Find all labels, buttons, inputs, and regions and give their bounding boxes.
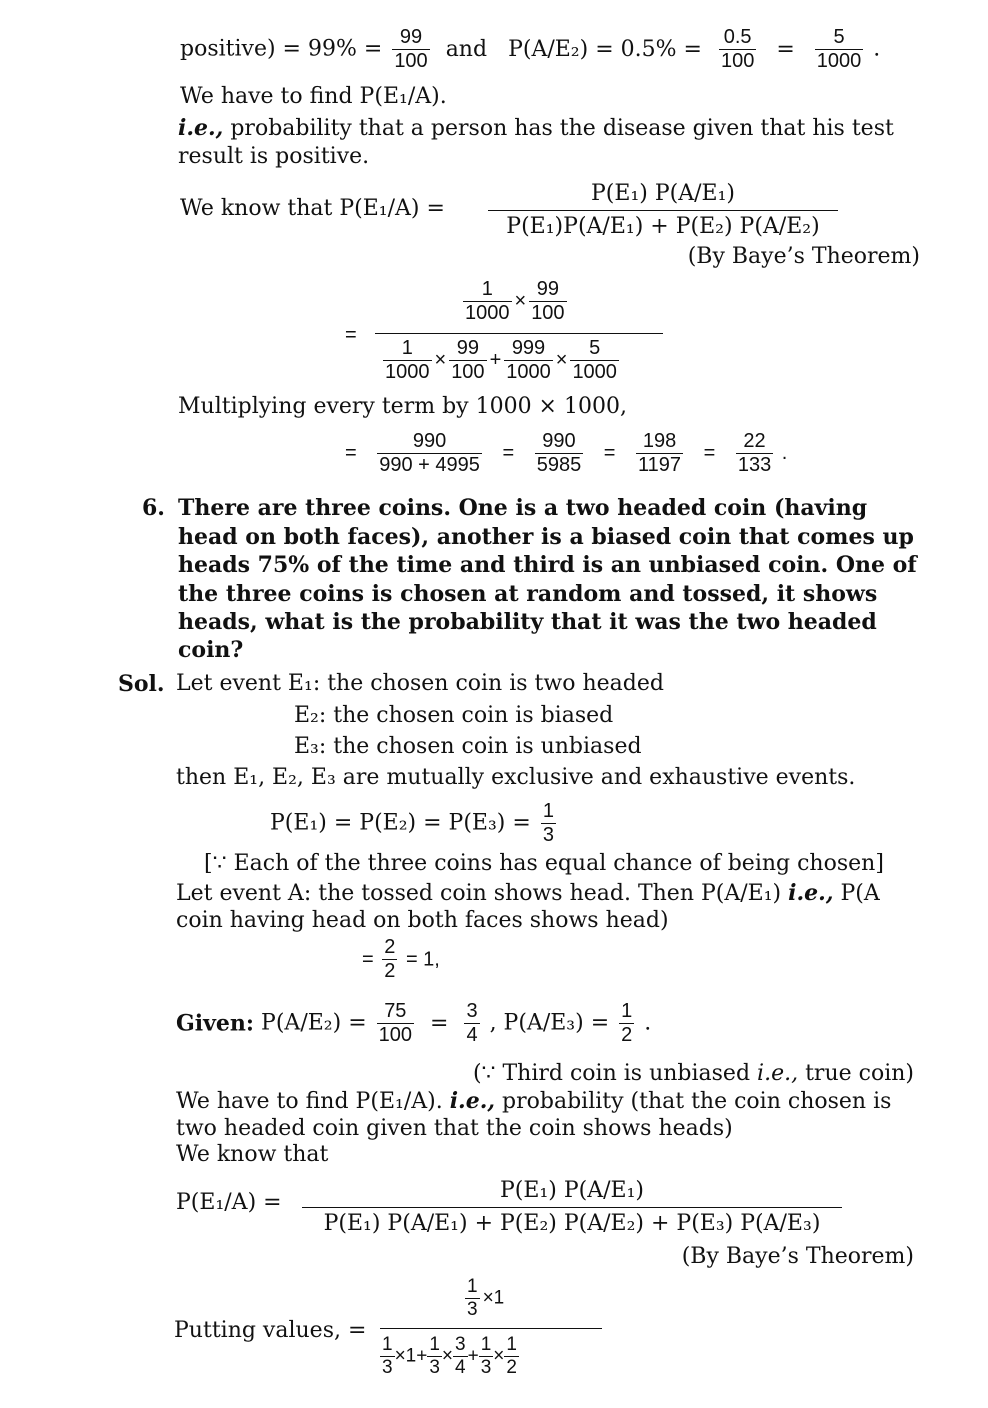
fraction-0.5-100: $\frac{0.5}{100}$ [720, 26, 755, 72]
equals: = [345, 441, 357, 464]
line-4: result is positive. [178, 144, 370, 169]
plus: + [489, 348, 502, 371]
given-label: Given: [176, 1010, 255, 1037]
equals: = [430, 1010, 449, 1036]
ie: i.e., [757, 1061, 799, 1086]
text: P(A/E₂) = 0.5% = [508, 36, 702, 62]
question-line: heads 75% of the time and third is an unbiased coin. One of [178, 552, 917, 578]
times: × [555, 348, 568, 371]
putting-values: Putting values, = [174, 1318, 367, 1343]
fraction-5-1000: $\frac{5}{1000}$ [816, 26, 862, 72]
solution-label: Sol. [118, 671, 165, 697]
text: P(A [840, 881, 880, 906]
fraction-3-4: $\frac{3}{4}$ [455, 1334, 466, 1378]
event-a-line [176, 882, 880, 905]
pv-numerator [462, 1276, 504, 1321]
line-2: We have to find P(E₁/A). [180, 84, 447, 109]
fraction-bar [375, 333, 663, 334]
find-line-2: two headed coin given that the coin shows heads) [176, 1116, 733, 1141]
ie: i.e., [178, 115, 224, 141]
text: P(A/E₂) = [261, 1010, 367, 1036]
times: × [493, 1345, 505, 1367]
bayes2-denominator: P(E₁) P(A/E₁) + P(E₂) P(A/E₂) + P(E₃) P(A/E₃) [323, 1211, 821, 1236]
given-line [176, 1000, 651, 1047]
question-line: the three coins is chosen at random and tossed, it shows [178, 581, 878, 607]
fraction-1-3: $\frac{1}{3}$ [429, 1334, 440, 1378]
fraction-5-1000: $\frac{5}{1000}$ [572, 337, 617, 383]
fraction-1-3: $\frac{1}{3}$ [480, 1334, 492, 1378]
equals: = [345, 324, 357, 346]
fraction-2-2: $\frac{2}{2}$ [384, 936, 396, 982]
fraction-3-4: $\frac{3}{4}$ [466, 1000, 478, 1046]
line-3 [178, 117, 894, 140]
fraction-99-100: $\frac{99}{100}$ [451, 337, 485, 383]
equals: = [603, 441, 616, 464]
equals: = [362, 948, 374, 971]
fraction-75-100: $\frac{75}{100}$ [378, 1000, 412, 1046]
ie: i.e., [788, 880, 834, 906]
exclusive-line: then E₁, E₂, E₃ are mutually exclusive and exhaustive events. [176, 765, 856, 790]
find-line [176, 1090, 891, 1113]
fraction-bar [302, 1207, 842, 1208]
pa-e1-value [362, 936, 440, 983]
fraction-990-5985: $\frac{990}{990 + 4995}$ [379, 430, 480, 476]
text: . [644, 1010, 652, 1036]
fraction-99-100: $\frac{99}{100}$ [394, 26, 428, 72]
text: P(E₁) = P(E₂) = P(E₃) = [270, 810, 531, 836]
times: × [434, 348, 447, 371]
equals: = [703, 441, 716, 464]
event-e3: E₃: the chosen coin is unbiased [294, 734, 642, 759]
fraction-bar [380, 1328, 602, 1329]
text: (∵ Third coin is unbiased [472, 1061, 751, 1086]
text: and [445, 36, 488, 62]
text: . [781, 441, 788, 464]
event-e2: E₂: the chosen coin is biased [294, 703, 614, 728]
prior-line [270, 800, 559, 847]
ie: i.e., [449, 1088, 496, 1114]
equals: = [502, 441, 515, 464]
text: We have to find P(E₁/A). [176, 1089, 443, 1114]
result-line [345, 430, 787, 477]
text: ×1 [482, 1287, 505, 1309]
text: Let event A: the tossed coin shows head. Then P(A/E₁) [176, 881, 782, 906]
pv-denominator [380, 1334, 519, 1379]
question-line: head on both faces), another is a biased coin that comes up [178, 524, 914, 550]
text: probability that a person has the disease given that his test [230, 116, 894, 141]
text: , P(A/E₃) = [489, 1010, 610, 1036]
bigfrac-numerator [460, 278, 570, 325]
fraction-1-2: $\frac{1}{2}$ [506, 1334, 517, 1378]
text: positive) = 99% = [180, 36, 383, 62]
multiply-line: Multiplying every term by 1000 × 1000, [178, 394, 627, 419]
event-a-line-2: coin having head on both faces shows head) [176, 908, 669, 933]
fraction-1-1000: $\frac{1}{1000}$ [465, 278, 510, 324]
question-line: There are three coins. One is a two headed coin (having [178, 495, 868, 521]
fraction-bar [488, 210, 838, 211]
text: probability (that the coin chosen is [502, 1089, 892, 1114]
bayes-note: (By Baye’s Theorem) [687, 244, 920, 269]
fraction-99-100: $\frac{99}{100}$ [531, 278, 565, 324]
fraction-1-3: $\frac{1}{3}$ [467, 1276, 478, 1320]
fraction-999-1000: $\frac{999}{1000}$ [506, 337, 551, 383]
text: true coin) [805, 1061, 914, 1086]
bayes2-note: (By Baye’s Theorem) [681, 1244, 914, 1269]
bayes-numerator: P(E₁) P(A/E₁) [591, 181, 735, 206]
bayes-denominator: P(E₁)P(A/E₁) + P(E₂) P(A/E₂) [506, 214, 820, 239]
event-e1: Let event E₁: the chosen coin is two headed [176, 671, 664, 696]
fraction-990-5985b: $\frac{990}{5985}$ [536, 430, 582, 476]
bayes2-lhs: P(E₁/A) = [176, 1190, 282, 1215]
because-line: [∵ Each of the three coins has equal chance of being chosen] [204, 851, 884, 876]
we-know-line: We know that [176, 1142, 329, 1167]
fraction-1-3: $\frac{1}{3}$ [382, 1334, 393, 1378]
equals: = [776, 36, 795, 62]
bayes2-numerator: P(E₁) P(A/E₁) [500, 1178, 644, 1203]
question-line: coin? [178, 637, 244, 663]
text: = 1, [405, 948, 440, 971]
bayes-lhs: We know that P(E₁/A) = [180, 196, 445, 221]
times: × [441, 1345, 454, 1367]
text: . [873, 36, 881, 62]
text: ×1+ [394, 1345, 428, 1367]
fraction-1-3: $\frac{1}{3}$ [542, 800, 554, 846]
fraction-1-1000: $\frac{1}{1000}$ [385, 337, 430, 383]
bigfrac-denominator [380, 337, 622, 384]
fraction-198-1197: $\frac{198}{1197}$ [638, 430, 682, 476]
third-coin-note [473, 1063, 914, 1085]
question-line: heads, what is the probability that it was the two headed [178, 609, 877, 635]
fraction-22-133: $\frac{22}{133}$ [737, 430, 772, 476]
question-number: 6. [142, 495, 165, 521]
line-1 [180, 26, 880, 73]
fraction-1-2: $\frac{1}{2}$ [621, 1000, 633, 1046]
times: × [514, 289, 527, 312]
plus: + [467, 1345, 479, 1367]
